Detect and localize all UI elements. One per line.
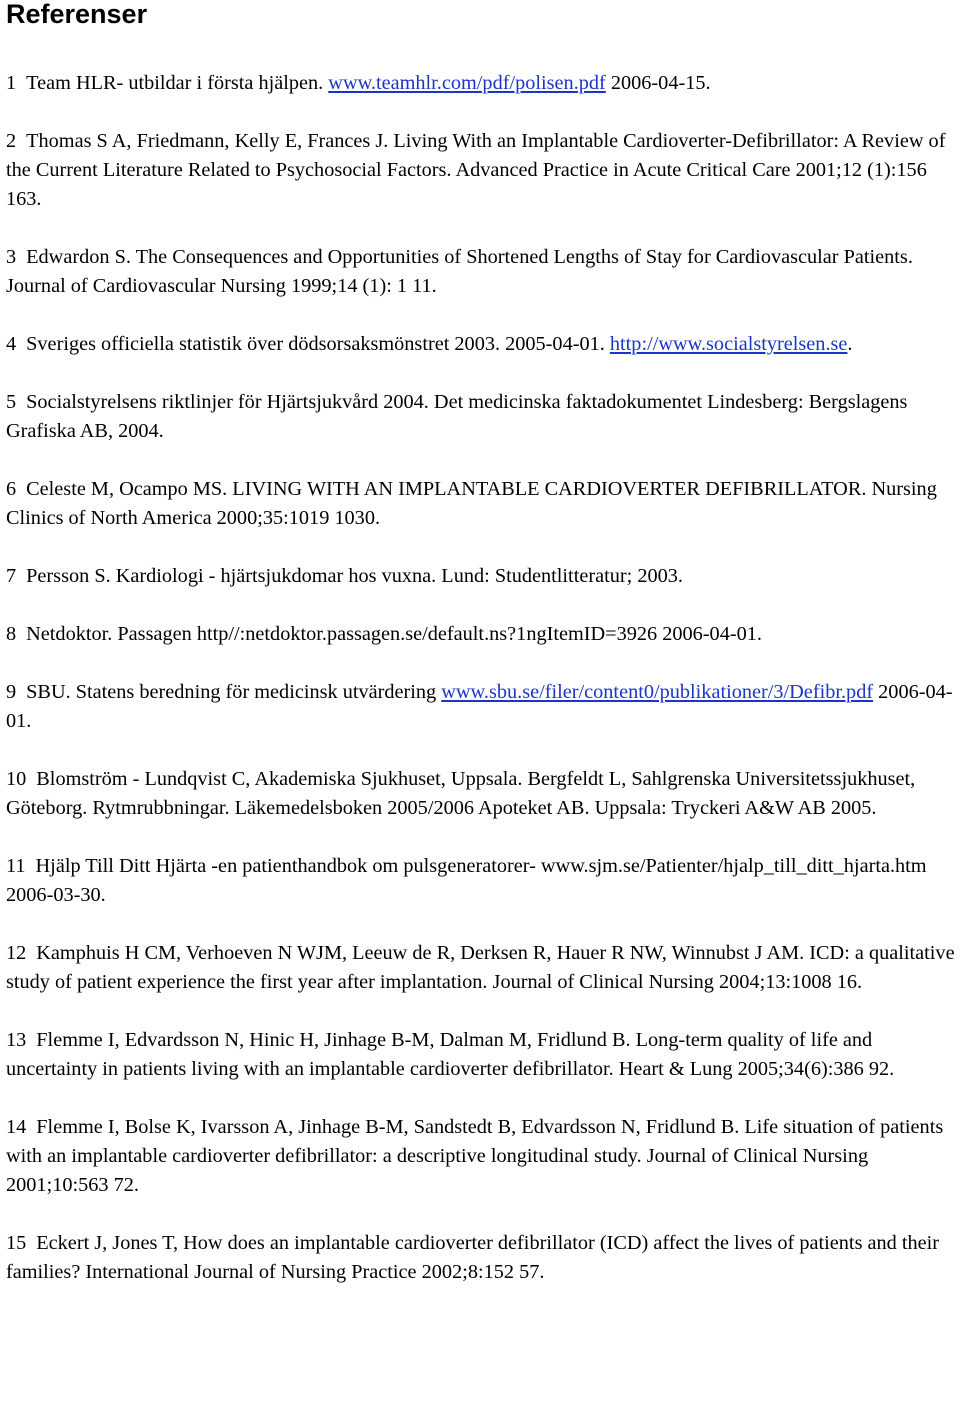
reference-text: Sveriges officiella statistik över dödsorsaksmönstret 2003. 2005-04-01. bbox=[26, 333, 610, 355]
reference-text: Edwardon S. The Consequences and Opportunities of Shortened Lengths of Stay for Cardiovascular Patients. Journal of Cardiovascular Nursing 1999;14 (1): 1 11. bbox=[6, 246, 913, 297]
page-title: Referenser bbox=[6, 0, 148, 29]
reference-number: 10 bbox=[6, 768, 27, 790]
reference-text: SBU. Statens beredning för medicinsk utvärdering bbox=[26, 681, 442, 703]
reference-text: Eckert J, Jones T, How does an implantable cardioverter defibrillator (ICD) affect the lives of patients and their families? International Journal of Nursing Practice 2002;8:152 57. bbox=[6, 1232, 940, 1283]
reference-number: 9 bbox=[6, 681, 17, 703]
reference-text: Kamphuis H CM, Verhoeven N WJM, Leeuw de R, Derksen R, Hauer R NW, Winnubst J AM. ICD: a qualitative study of patient experience the first year after implantation. Journal of Clinical Nursing 2004;13:1008 16. bbox=[6, 942, 955, 993]
reference-item bbox=[6, 562, 956, 591]
reference-text: Thomas S A, Friedmann, Kelly E, Frances J. Living With an Implantable Cardioverter-Defibrillator: A Review of the Current Literature Related to Psychosocial Factors. Advanced Practice in Acute Critical Care 2001;12 (1):156 163. bbox=[6, 130, 946, 210]
reference-text: Flemme I, Bolse K, Ivarsson A, Jinhage B-M, Sandstedt B, Edvardsson N, Fridlund B. Life situation of patients with an implantable cardioverter defibrillator: a descriptive longitudinal study. Journal of Clinical Nursing 2001;10:563 72. bbox=[6, 1116, 944, 1196]
reference-number: 8 bbox=[6, 623, 17, 645]
reference-link[interactable]: www.teamhlr.com/pdf/polisen.pdf bbox=[328, 72, 606, 94]
reference-item bbox=[6, 243, 956, 301]
reference-number: 6 bbox=[6, 478, 17, 500]
reference-number: 3 bbox=[6, 246, 17, 268]
reference-item bbox=[6, 69, 956, 98]
reference-number: 7 bbox=[6, 565, 17, 587]
reference-text-after: . bbox=[847, 333, 853, 355]
reference-text: Celeste M, Ocampo MS. LIVING WITH AN IMPLANTABLE CARDIOVERTER DEFIBRILLATOR. Nursing Clinics of North America 2000;35:1019 1030. bbox=[6, 478, 937, 529]
reference-item bbox=[6, 939, 956, 997]
reference-number: 4 bbox=[6, 333, 17, 355]
reference-text: Blomström - Lundqvist C, Akademiska Sjukhuset, Uppsala. Bergfeldt L, Sahlgrenska Universitetssjukhuset, Göteborg. Rytmrubbningar. Läkemedelsboken 2005/2006 Apoteket AB. Uppsala: Tryckeri A&W AB 2005. bbox=[6, 768, 916, 819]
reference-item bbox=[6, 852, 956, 910]
reference-item bbox=[6, 388, 956, 446]
reference-text: Netdoktor. Passagen http//:netdoktor.passagen.se/default.ns?1ngItemID=3926 2006-04-01. bbox=[26, 623, 762, 645]
reference-item bbox=[6, 330, 956, 359]
reference-item bbox=[6, 475, 956, 533]
reference-number: 12 bbox=[6, 942, 27, 964]
reference-item bbox=[6, 127, 956, 214]
reference-number: 2 bbox=[6, 130, 17, 152]
reference-list bbox=[6, 69, 956, 1287]
reference-text-after: 2006-04-15. bbox=[605, 72, 711, 94]
reference-number: 15 bbox=[6, 1232, 27, 1254]
reference-link[interactable]: http://www.socialstyrelsen.se bbox=[609, 333, 848, 355]
reference-item bbox=[6, 678, 956, 736]
reference-text-after: 2006-04-01. bbox=[6, 681, 953, 732]
reference-text: Flemme I, Edvardsson N, Hinic H, Jinhage B-M, Dalman M, Fridlund B. Long-term quality of life and uncertainty in patients living with an implantable cardioverter defibrillator. Heart & Lung 2005;34(6):386 92. bbox=[6, 1029, 895, 1080]
reference-item bbox=[6, 1113, 956, 1200]
document-page bbox=[6, 0, 956, 1316]
reference-number: 11 bbox=[6, 855, 26, 877]
reference-number: 13 bbox=[6, 1029, 27, 1051]
reference-number: 1 bbox=[6, 72, 17, 94]
reference-text: Hjälp Till Ditt Hjärta -en patienthandbok om pulsgeneratorer- www.sjm.se/Patienter/hjalp_till_ditt_hjarta.htm 2006-03-30. bbox=[6, 855, 927, 906]
reference-number: 5 bbox=[6, 391, 17, 413]
reference-item bbox=[6, 620, 956, 649]
reference-text: Persson S. Kardiologi - hjärtsjukdomar hos vuxna. Lund: Studentlitteratur; 2003. bbox=[26, 565, 683, 587]
reference-text: Socialstyrelsens riktlinjer för Hjärtsjukvård 2004. Det medicinska faktadokumentet Lindesberg: Bergslagens Grafiska AB, 2004. bbox=[6, 391, 908, 442]
reference-item bbox=[6, 1229, 956, 1287]
reference-item bbox=[6, 765, 956, 823]
reference-item bbox=[6, 1026, 956, 1084]
reference-link[interactable]: www.sbu.se/filer/content0/publikationer/3/Defibr.pdf bbox=[441, 681, 874, 703]
reference-text: Team HLR- utbildar i första hjälpen. bbox=[26, 72, 329, 94]
reference-number: 14 bbox=[6, 1116, 27, 1138]
